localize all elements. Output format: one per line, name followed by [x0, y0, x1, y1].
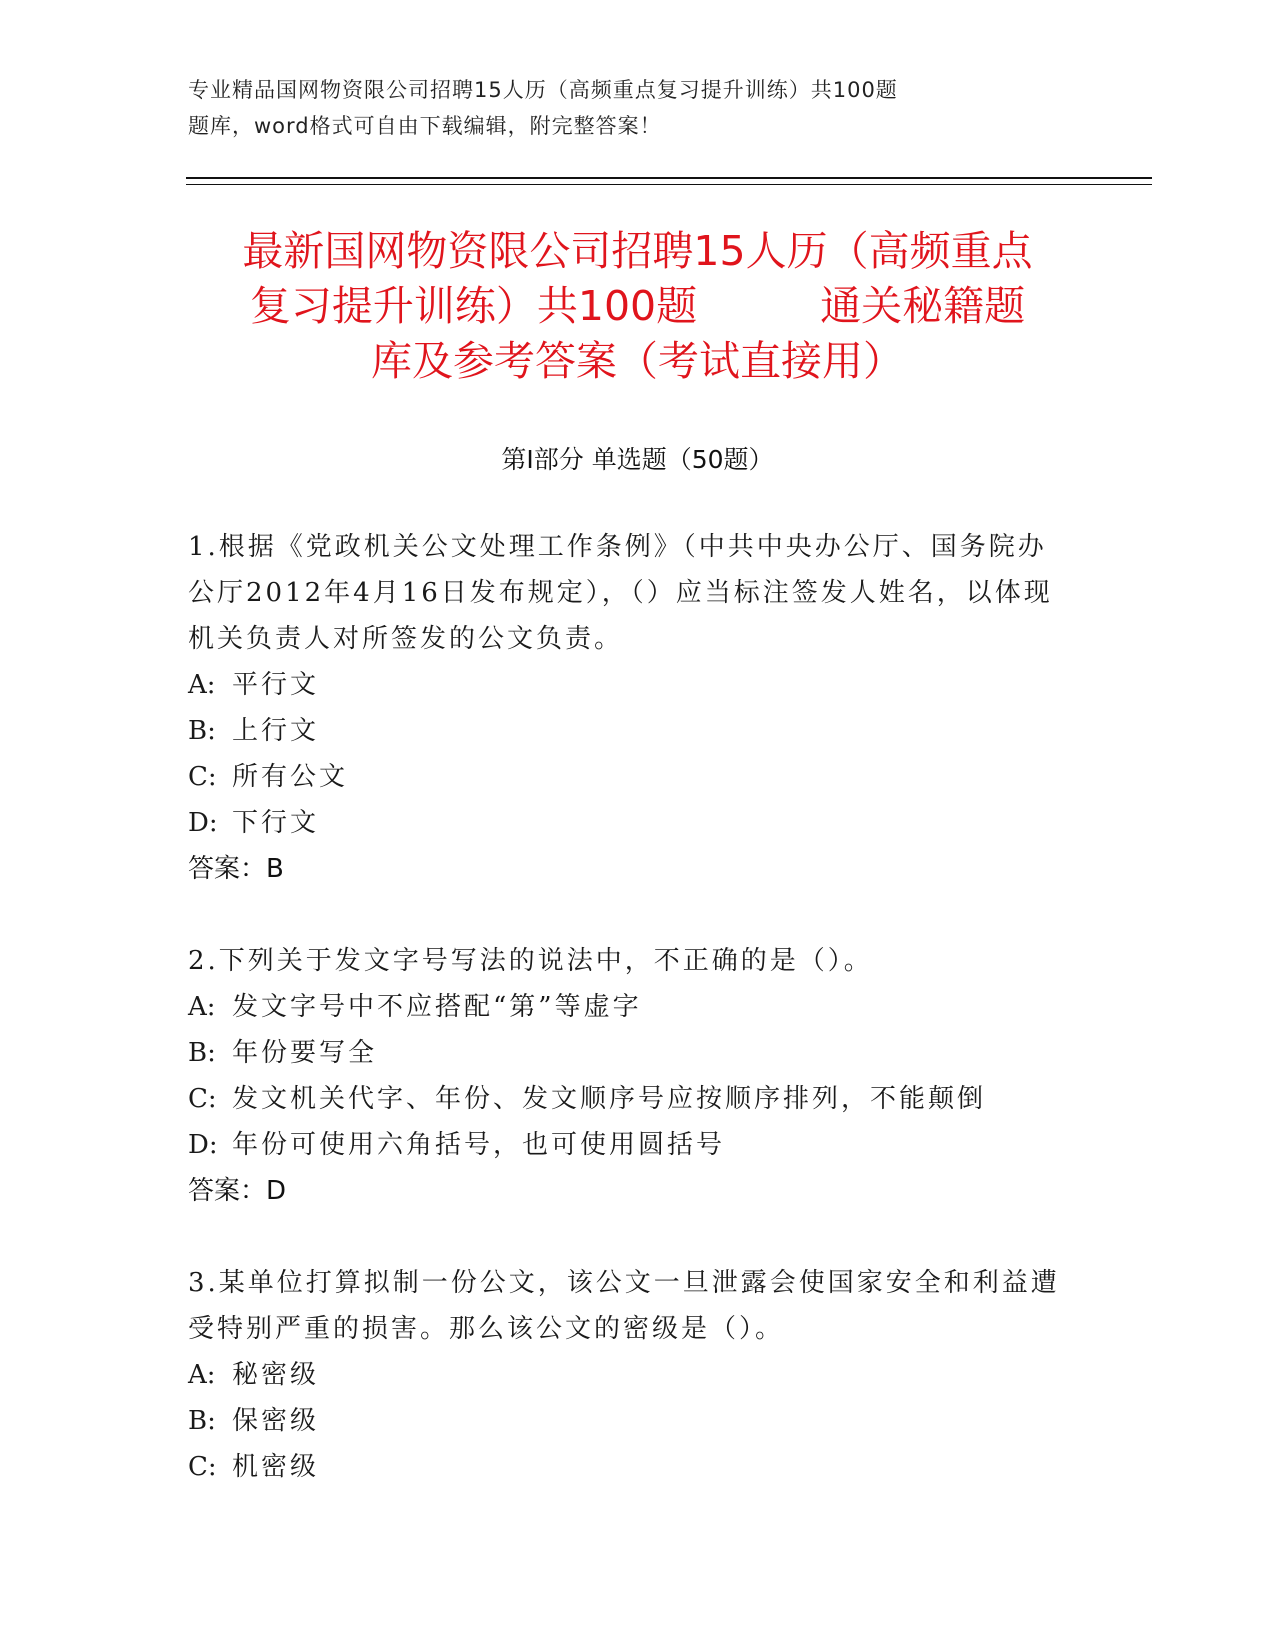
answer-text: 答案：D [188, 1176, 287, 1206]
option-letter: A: [188, 670, 216, 700]
option-text: 年份可使用六角括号，也可使用圆括号 [232, 1130, 726, 1160]
section-title: 第Ⅰ部分 单选题（50题） [501, 445, 774, 474]
option-letter: B: [188, 1406, 216, 1436]
question-1 [188, 524, 1068, 892]
header-divider-thin [186, 184, 1152, 185]
option-a [188, 1352, 1068, 1398]
option-text: 发文字号中不应搭配“第”等虚字 [232, 992, 642, 1022]
question-stem: 2.下列关于发文字号写法的说法中，不正确的是（）。 [188, 946, 873, 976]
option-letter: A: [188, 1360, 216, 1390]
document-title-line-3: 库及参考答案（考试直接用） [371, 337, 904, 385]
option-letter: C: [188, 1084, 217, 1114]
option-text: 保密级 [232, 1406, 320, 1436]
header-note-line-1: 专业精品国网物资限公司招聘15人历（高频重点复习提升训练）共100题 [188, 78, 898, 102]
option-b [188, 1398, 1068, 1444]
option-c [188, 1444, 1068, 1490]
option-d [188, 800, 1068, 846]
question-3 [188, 1260, 1068, 1490]
option-a [188, 662, 1068, 708]
option-letter: A: [188, 992, 216, 1022]
question-stem: 1.根据《党政机关公文处理工作条例》（中共中央办公厅、国务院办公厅2012年4月16日发布规定），（）应当标注签发人姓名，以体现机关负责人对所签发的公文负责。 [188, 532, 1053, 654]
option-letter: B: [188, 716, 216, 746]
option-b [188, 1030, 1068, 1076]
question-2 [188, 938, 1068, 1214]
option-letter: C: [188, 1452, 217, 1482]
document-title-line-1: 最新国网物资限公司招聘15人历（高频重点 [242, 227, 1033, 275]
header-note-line-2: 题库，word格式可自由下载编辑，附完整答案！ [188, 114, 662, 138]
option-text: 所有公文 [232, 762, 349, 792]
option-text: 秘密级 [232, 1360, 320, 1390]
option-c [188, 754, 1068, 800]
question-stem: 3.某单位打算拟制一份公文，该公文一旦泄露会使国家安全和利益遭受特别严重的损害。那么该公文的密级是（）。 [188, 1268, 1060, 1344]
option-d [188, 1122, 1068, 1168]
option-list [188, 984, 1068, 1168]
option-text: 年份要写全 [232, 1038, 378, 1068]
option-letter: D: [188, 808, 218, 838]
option-letter: B: [188, 1038, 216, 1068]
option-text: 平行文 [232, 670, 320, 700]
header-note [188, 72, 1068, 144]
option-list [188, 662, 1068, 846]
option-text: 下行文 [232, 808, 320, 838]
document-title [180, 224, 1095, 389]
answer-text: 答案：B [188, 854, 284, 884]
option-b [188, 708, 1068, 754]
option-text: 上行文 [232, 716, 320, 746]
header-divider-thick [186, 177, 1152, 179]
option-text: 机密级 [232, 1452, 320, 1482]
option-letter: C: [188, 762, 217, 792]
option-letter: D: [188, 1130, 218, 1160]
option-text: 发文机关代字、年份、发文顺序号应按顺序排列，不能颠倒 [232, 1084, 987, 1114]
document-title-line-2: 复习提升训练）共100题 通关秘籍题 [249, 282, 1026, 330]
option-list [188, 1352, 1068, 1490]
question-list [188, 524, 1068, 1536]
option-c [188, 1076, 1068, 1122]
option-a [188, 984, 1068, 1030]
